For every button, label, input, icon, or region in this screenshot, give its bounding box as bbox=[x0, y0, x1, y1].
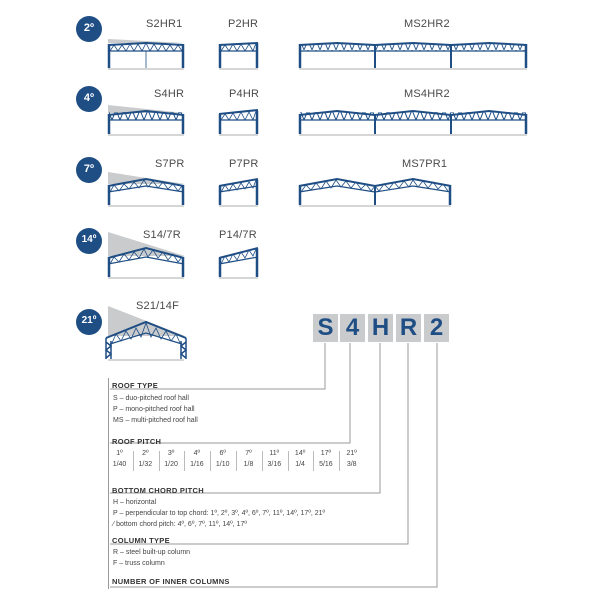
pitch-separator bbox=[133, 451, 134, 471]
column-type-title: COLUMN TYPE bbox=[112, 536, 170, 545]
model-label-ms2hr2: MS2HR2 bbox=[404, 18, 450, 30]
roof-type-line-2: P – mono-pitched roof hall bbox=[113, 406, 195, 413]
model-label-s14-7r: S14/7R bbox=[143, 229, 181, 241]
column-type-line-1: R – steel built-up column bbox=[113, 549, 191, 556]
hall-p7pr bbox=[219, 179, 258, 207]
pitch-degree-8: 17º bbox=[320, 450, 332, 457]
bottom-chord-line-3: ⁄ bottom chord pitch: 4º, 6º, 7º, 11º, 14º, 17º bbox=[113, 521, 247, 528]
pitch-separator bbox=[159, 451, 160, 471]
pitch-degree-1: 2º bbox=[142, 450, 149, 457]
bottom-chord-line-1: H – horizontal bbox=[113, 499, 157, 506]
pitch-ratio-3: 1/16 bbox=[190, 461, 204, 468]
roof-type-line-1: S – duo-pitched roof hall bbox=[113, 395, 189, 402]
model-label-ms4hr2: MS4HR2 bbox=[404, 88, 450, 100]
pitch-separator bbox=[236, 451, 237, 471]
hall-p2hr bbox=[219, 43, 258, 70]
hall-ms2hr2 bbox=[299, 43, 527, 70]
pitch-badge-7-label: 7º bbox=[83, 163, 95, 175]
model-label-p4hr: P4HR bbox=[229, 88, 260, 100]
hall-s21-14f bbox=[106, 306, 186, 361]
hall-ms4hr2 bbox=[299, 111, 527, 136]
model-label-s4hr: S4HR bbox=[154, 88, 185, 100]
pitch-ratio-7: 1/4 bbox=[295, 461, 305, 468]
hall-s4hr bbox=[108, 105, 185, 136]
pitch-degree-6: 11º bbox=[269, 450, 280, 457]
pitch-ratio-2: 1/20 bbox=[164, 461, 178, 468]
hall-s7pr bbox=[108, 172, 185, 207]
pitch-degree-0: 1º bbox=[116, 450, 123, 457]
pitch-ratio-5: 1/8 bbox=[243, 461, 254, 468]
bottom-chord-line-2: P – perpendicular to top chord: 1º, 2º, 3º, 4º, 6º, 7º, 11º, 14º, 17º, 21º bbox=[113, 510, 326, 517]
pitch-ratio-6: 3/16 bbox=[267, 461, 282, 468]
pitch-degree-7: 14º bbox=[294, 450, 306, 457]
code-letter-roof-pitch: 4 bbox=[340, 314, 365, 342]
legend-bracket bbox=[108, 378, 109, 589]
pitch-separator bbox=[288, 451, 289, 471]
pitch-degree-3: 4º bbox=[193, 450, 201, 457]
roof-type-title: ROOF TYPE bbox=[112, 381, 159, 390]
model-label-p2hr: P2HR bbox=[228, 18, 259, 30]
pitch-badge-4-label: 4º bbox=[83, 92, 95, 104]
pitch-separator bbox=[313, 451, 314, 471]
pitch-badge-2-label: 2º bbox=[83, 22, 95, 34]
pitch-separator bbox=[184, 451, 185, 471]
pitch-degree-9: 21º bbox=[346, 450, 357, 457]
pitch-badge-21-label: 21º bbox=[81, 315, 97, 326]
hall-s2hr1 bbox=[108, 39, 185, 70]
pitch-degree-5: 7º bbox=[245, 450, 252, 457]
hall-p4hr bbox=[219, 110, 258, 136]
code-letter-roof-type: S bbox=[313, 314, 338, 342]
model-label-s2hr1: S2HR1 bbox=[146, 18, 183, 30]
pitch-degree-2: 3º bbox=[167, 450, 175, 457]
roof-type-line-3: MS – multi-pitched roof hall bbox=[113, 417, 198, 424]
model-label-p7pr: P7PR bbox=[229, 158, 259, 170]
roof-pitch-title: ROOF PITCH bbox=[112, 437, 162, 446]
hall-ms7pr1 bbox=[299, 179, 451, 207]
pitch-ratio-8: 5/16 bbox=[319, 461, 333, 468]
bottom-chord-title: BOTTOM CHORD PITCH bbox=[112, 486, 204, 495]
model-label-p14-7r: P14/7R bbox=[219, 229, 257, 241]
pitch-separator bbox=[210, 451, 211, 471]
pitch-ratio-1: 1/32 bbox=[138, 461, 153, 468]
model-label-ms7pr1: MS7PR1 bbox=[402, 158, 448, 170]
pitch-ratio-4: 1/10 bbox=[215, 461, 230, 468]
pitch-separator bbox=[339, 451, 340, 471]
pitch-degree-4: 6º bbox=[219, 450, 226, 457]
pitch-ratio-0: 1/40 bbox=[112, 461, 127, 468]
code-letter-inner-columns: 2 bbox=[424, 314, 449, 342]
pitch-ratio-9: 3/8 bbox=[346, 461, 357, 468]
column-type-line-2: F – truss column bbox=[113, 560, 165, 567]
code-letter-bottom-chord: H bbox=[368, 314, 393, 342]
inner-columns-title: NUMBER OF INNER COLUMNS bbox=[112, 577, 230, 586]
pitch-badge-14-label: 14º bbox=[81, 234, 97, 245]
model-label-s21-14f: S21/14F bbox=[136, 300, 179, 312]
hall-p14-7r bbox=[219, 248, 258, 279]
model-label-s7pr: S7PR bbox=[155, 158, 185, 170]
pitch-separator bbox=[262, 451, 263, 471]
code-letter-column-type: R bbox=[396, 314, 421, 342]
